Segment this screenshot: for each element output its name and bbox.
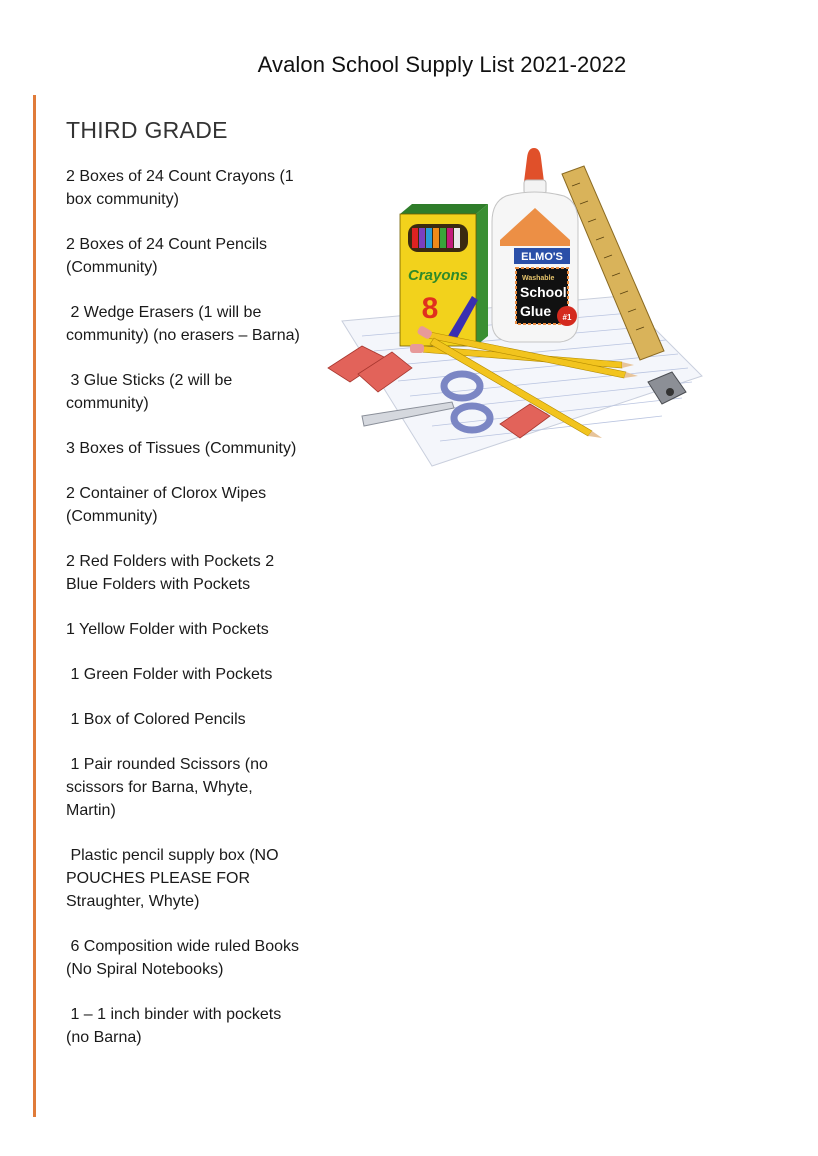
- list-item: 2 Boxes of 24 Count Crayons (1 box community): [66, 168, 299, 208]
- svg-text:8: 8: [421, 292, 439, 325]
- list-item: 1 Pair rounded Scissors (no scissors for Barna, Whyte, Martin): [66, 756, 273, 819]
- list-item: 2 Container of Clorox Wipes (Community): [66, 485, 271, 525]
- accent-bar: [33, 95, 36, 1117]
- supply-section: [66, 116, 306, 1071]
- list-item: 1 Box of Colored Pencils: [66, 711, 246, 728]
- list-item: 1 Yellow Folder with Pockets: [66, 621, 269, 638]
- svg-text:Glue: Glue: [520, 303, 552, 319]
- svg-text:#1: #1: [562, 313, 572, 322]
- document-title: Avalon School Supply List 2021-2022: [257, 52, 627, 77]
- crayon-box-icon: [400, 204, 488, 346]
- school-supplies-image: [322, 146, 708, 470]
- svg-text:ELMO'S: ELMO'S: [521, 251, 563, 263]
- svg-text:School: School: [520, 284, 567, 300]
- list-item: 1 – 1 inch binder with pockets (no Barna): [66, 1006, 286, 1046]
- list-item: 6 Composition wide ruled Books (No Spiral Notebooks): [66, 938, 304, 978]
- list-item: Plastic pencil supply box (NO POUCHES PLEASE FOR Straughter, Whyte): [66, 847, 283, 910]
- grade-heading: THIRD GRADE: [66, 117, 228, 143]
- list-item: 1 Green Folder with Pockets: [66, 666, 273, 683]
- list-item: 2 Wedge Erasers (1 will be community) (no erasers – Barna): [66, 304, 300, 344]
- list-item: 3 Glue Sticks (2 will be community): [66, 372, 237, 412]
- svg-text:Washable: Washable: [522, 275, 555, 282]
- list-item: 2 Boxes of 24 Count Pencils (Community): [66, 236, 272, 276]
- list-item: 2 Red Folders with Pockets 2 Blue Folders with Pockets: [66, 553, 279, 593]
- list-item: 3 Boxes of Tissues (Community): [66, 440, 297, 457]
- svg-text:Crayons: Crayons: [407, 267, 469, 284]
